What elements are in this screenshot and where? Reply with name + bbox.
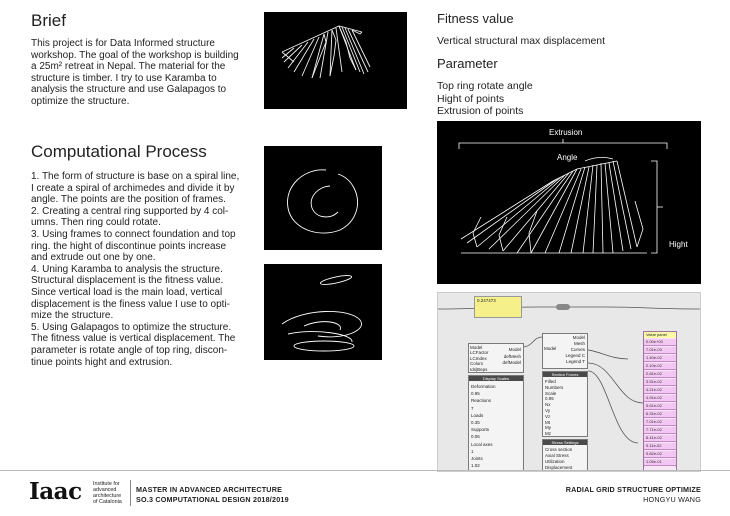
grasshopper-canvas <box>437 292 701 472</box>
fitness-text: Vertical structural max displacement <box>437 35 606 47</box>
brief-line: This project is for Data Informed structure <box>31 38 215 49</box>
output-legend-t: Legend T <box>566 359 585 364</box>
stress-option[interactable]: Utilization <box>545 459 565 464</box>
author-name: HONGYU WANG <box>643 495 701 504</box>
process-line: 3. Using frames to connect foundation and top <box>31 228 236 240</box>
output-legend-c: Legend C <box>565 353 585 358</box>
input-model: Model <box>544 346 557 351</box>
force-option[interactable]: Nx <box>545 402 551 408</box>
structure-perspective-image <box>264 12 407 109</box>
force-option[interactable]: Mz <box>545 431 551 437</box>
parameter-item: Top ring rotate angle <box>437 80 533 92</box>
force-option[interactable]: Filled <box>545 379 556 384</box>
extrusion-label: Extrusion <box>549 128 583 137</box>
yellow-panel[interactable] <box>474 296 522 318</box>
rings-image <box>264 264 382 360</box>
input-lcfactor: LCFactor <box>470 350 489 356</box>
stress-settings-component[interactable] <box>542 439 588 472</box>
value-row: 7.01e-03 <box>644 347 676 354</box>
scale-label: Loads <box>471 412 484 418</box>
value-row: 8.41e-02 <box>644 435 676 442</box>
brief-text <box>31 38 271 108</box>
process-line: The fitness value is vertical displacement. The <box>31 333 236 345</box>
institute-name <box>93 481 122 505</box>
value-row: 9.82e-02 <box>644 451 676 458</box>
brief-line: structure is timber. I try to use Karamba to <box>31 72 217 84</box>
section-forces-component[interactable] <box>542 371 588 437</box>
output-mesh: Mesh <box>573 341 585 346</box>
force-option[interactable]: Vy <box>545 407 551 413</box>
output-defmodel: defModel <box>502 360 521 365</box>
scale-value[interactable]: 0.06 <box>471 434 480 440</box>
spiral-image <box>264 146 382 250</box>
process-line: parameter is rotate angle of top ring, discon- <box>31 344 228 356</box>
value-row: 1.40e-02 <box>644 355 676 362</box>
scale-value[interactable]: 0.95 <box>471 391 480 397</box>
scale-value[interactable]: 0.35 <box>471 420 480 426</box>
stress-option[interactable]: Displacement <box>545 465 573 470</box>
program-name: MASTER IN ADVANCED ARCHITECTURE <box>136 485 283 494</box>
scale-value[interactable]: 1.02 <box>471 463 480 469</box>
parameter-item: Extrusion of points <box>437 105 524 117</box>
force-option[interactable]: Numbers <box>545 384 564 390</box>
value-row: 6.31e-02 <box>644 411 676 418</box>
stress-option[interactable]: Axial Stress <box>545 453 569 458</box>
project-title: RADIAL GRID STRUCTURE OPTIMIZE <box>565 485 701 494</box>
output-defmesh: defMesh <box>503 353 521 359</box>
brief-line: analysis the structure and use Galapagos to <box>31 84 227 96</box>
process-line: umns. Then ring could rotate. <box>31 217 161 229</box>
force-option[interactable]: Vz <box>545 413 551 419</box>
institute-line: architecture <box>93 493 122 499</box>
scale-label: Supports <box>471 427 490 433</box>
force-option[interactable]: Mt <box>545 419 550 425</box>
stress-option[interactable]: Cross section <box>545 447 573 452</box>
display-scales-component[interactable] <box>468 375 524 471</box>
footer-divider <box>0 470 730 471</box>
process-line: tinue points hight and extrusion. <box>31 356 173 368</box>
scale-label: Deformation <box>471 384 496 389</box>
process-line: 2. Creating a central ring supported by 4 col- <box>31 205 229 217</box>
parameter-list <box>437 80 533 118</box>
scale-label: Local axes <box>471 441 493 447</box>
scale-label: Joints <box>471 456 483 462</box>
course-name: SO.3 COMPUTATIONAL DESIGN 2018/2019 <box>136 495 289 504</box>
display-scales-title: Display Scales <box>469 376 523 381</box>
parameter-heading: Parameter <box>437 56 498 71</box>
force-scale-value[interactable]: 0.95 <box>545 396 554 402</box>
value-row: 1.05e-01 <box>644 459 676 466</box>
scale-value[interactable]: 7 <box>471 405 474 411</box>
process-line: Structural displacement is the fitness value. <box>31 275 224 287</box>
input-ids: Ids|Beps <box>470 366 488 372</box>
value-list-panel[interactable] <box>643 331 677 472</box>
value-row: 2.81e-02 <box>644 371 676 378</box>
value-row: 4.21e-02 <box>644 387 676 394</box>
brief-heading: Brief <box>31 11 66 30</box>
relay-node[interactable] <box>556 304 570 310</box>
output-curves: Curves <box>570 347 585 352</box>
brief-line: workshop. The goal of the workshop is building <box>31 49 239 61</box>
footer-separator <box>130 480 131 506</box>
brief-line: optimize the structure. <box>31 95 130 107</box>
value-row: 7.71e-02 <box>644 427 676 434</box>
institute-line: of Catalonia <box>93 499 122 505</box>
scale-label: Reactions <box>471 398 492 404</box>
process-line: 4. Uning Karamba to analysis the structure. <box>31 263 223 275</box>
beam-view-component[interactable] <box>542 333 588 369</box>
iaac-logo: Iaac <box>29 478 82 505</box>
value-row: 0.00e+00 <box>644 339 676 346</box>
process-line: mize the structure. <box>31 310 114 322</box>
force-option: Scale <box>545 390 557 396</box>
process-line: angle. The points are the position of frames. <box>31 194 226 206</box>
output-model: Model <box>572 335 585 340</box>
force-option[interactable]: My <box>545 425 551 431</box>
parameter-item: Hight of points <box>437 92 505 105</box>
value-row: 3.51e-02 <box>644 379 676 386</box>
process-heading: Computational Process <box>31 142 207 161</box>
input-colors: Colors <box>470 361 484 367</box>
process-line: I create a spiral of archimedes and divide it by <box>31 182 235 194</box>
input-model: Model <box>470 345 483 350</box>
deform-model-component[interactable] <box>468 343 524 373</box>
section-forces-title: Section Forces <box>543 372 587 377</box>
process-line: and extrude out one by one. <box>31 252 156 264</box>
process-line: displacement is the finess value I use to opti- <box>31 298 230 310</box>
process-line: 1. The form of structure is base on a spiral line, <box>31 171 240 182</box>
hight-label: Hight <box>669 240 688 249</box>
value-row: 9.11e-02 <box>644 443 676 450</box>
process-line: ring. the hight of discontinue points increase <box>31 240 227 252</box>
value-list-title: Value panel <box>644 332 676 338</box>
scale-value[interactable]: 1 <box>471 448 474 454</box>
angle-label: Angle <box>557 153 578 162</box>
process-line: Since vertical load is the main load, vertical <box>31 286 223 298</box>
parameter-diagram <box>437 121 701 284</box>
yellow-panel-value: 0.247473 <box>477 298 496 303</box>
value-row: 7.01e-02 <box>644 419 676 426</box>
institute-line: advanced <box>93 487 117 493</box>
value-row: 5.61e-02 <box>644 403 676 410</box>
value-row: 4.91e-02 <box>644 395 676 402</box>
value-row: 2.10e-02 <box>644 363 676 370</box>
input-lcindex: LCIndex <box>470 355 487 361</box>
fitness-heading: Fitness value <box>437 11 514 26</box>
process-text <box>31 171 276 368</box>
stress-settings-title: Stress Settings <box>543 440 587 445</box>
institute-line: Institute for <box>93 481 120 487</box>
process-line: 5. Using Galapagos to optimize the structure. <box>31 321 232 333</box>
brief-line: a 25m² retreat in Nepal. The material for the <box>31 61 226 73</box>
output-model: Model <box>508 347 521 352</box>
